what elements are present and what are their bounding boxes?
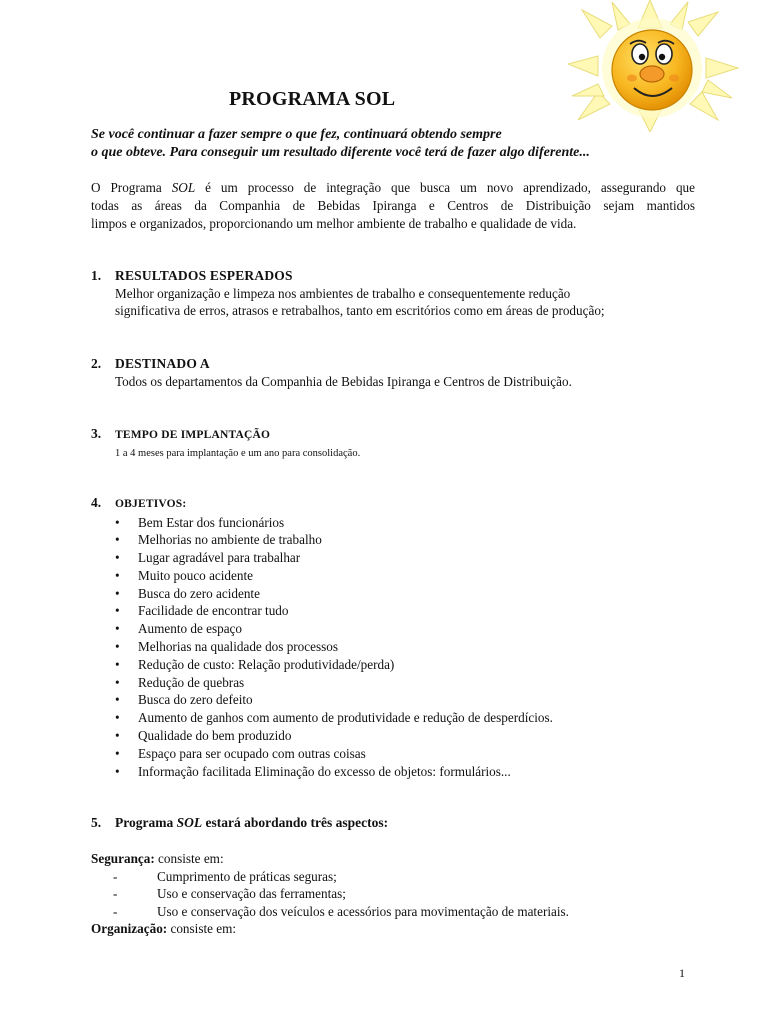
list-item: • Qualidade do bem produzido <box>115 728 292 744</box>
dash-icon: - <box>113 886 118 901</box>
section-heading: DESTINADO A <box>115 356 210 371</box>
list-item: - Uso e conservação dos veículos e acessórios para movimentação de materiais. <box>91 903 569 921</box>
list-item: • Muito pouco acidente <box>115 567 253 583</box>
bullet-icon: • <box>115 763 120 779</box>
section-destinado-a <box>91 355 572 390</box>
list-item: • Melhorias na qualidade dos processos <box>115 639 338 655</box>
seguranca-line: Segurança: consiste em: <box>91 851 224 866</box>
section-resultados-esperados <box>91 267 605 320</box>
section-line: 1 a 4 meses para implantação e um ano para consolidação. <box>115 447 361 459</box>
bullet-icon: • <box>115 603 120 619</box>
list-item: • Informação facilitada Eliminação do excesso de objetos: formulários... <box>115 763 511 779</box>
section-number: 4. <box>91 495 102 510</box>
bullet-icon: • <box>115 639 120 655</box>
sol-term: SOL <box>171 180 196 195</box>
bullet-icon: • <box>115 532 120 548</box>
list-item: • Espaço para ser ocupado com outras coisas <box>115 745 366 761</box>
list-item: • Facilidade de encontrar tudo <box>115 603 289 619</box>
bullet-icon: • <box>115 728 120 744</box>
bullet-icon: • <box>115 692 120 708</box>
sol-term: SOL <box>176 815 203 830</box>
bullet-icon: • <box>115 674 120 690</box>
dash-icon: - <box>113 903 118 919</box>
bullet-icon: • <box>115 585 120 601</box>
bullet-icon: • <box>115 550 120 566</box>
section-heading: OBJETIVOS: <box>115 498 187 510</box>
section-number: 1. <box>91 268 102 283</box>
intro-line-2: todas as áreas da Companhia de Bebidas Ipiranga e Centros de Distribuição sejam mantidos <box>91 198 695 213</box>
intro-paragraph <box>91 179 695 233</box>
list-item: • Busca do zero acidente <box>115 585 260 601</box>
list-item: • Aumento de espaço <box>115 621 242 637</box>
page-number: 1 <box>679 966 685 980</box>
list-item: - Cumprimento de práticas seguras; <box>91 868 569 886</box>
intro-line-1: O Programa SOL é um processo de integração que busca um novo aprendizado, assegurando que <box>91 180 696 195</box>
bullet-icon: • <box>115 710 120 726</box>
page-title: PROGRAMA SOL <box>229 88 396 110</box>
section-heading: TEMPO DE IMPLANTAÇÃO <box>115 429 271 441</box>
sun-smiley-icon <box>568 0 740 132</box>
section-line: Melhor organização e limpeza nos ambientes de trabalho e consequentemente redução <box>115 285 571 301</box>
list-item: • Redução de custo: Relação produtividade/perda) <box>115 656 395 672</box>
organizacao-line: Organização: consiste em: <box>91 921 237 936</box>
section-objetivos <box>91 494 553 780</box>
intro-line-3: limpos e organizados, proporcionando um melhor ambiente de trabalho e qualidade de vida. <box>91 216 577 231</box>
list-item: • Lugar agradável para trabalhar <box>115 550 301 566</box>
aspects-block <box>91 850 569 938</box>
section-number: 2. <box>91 356 102 371</box>
organizacao-label: Organização: <box>91 921 168 936</box>
list-item: • Busca do zero defeito <box>115 692 253 708</box>
list-item: - Uso e conservação das ferramentas; <box>91 885 569 903</box>
list-item: • Melhorias no ambiente de trabalho <box>115 532 322 548</box>
list-item: • Aumento de ganhos com aumento de produtividade e redução de desperdícios. <box>115 710 553 726</box>
section-heading: RESULTADOS ESPERADOS <box>115 268 293 283</box>
objectives-list <box>91 514 553 781</box>
epigraph-quote <box>91 126 691 162</box>
bullet-icon: • <box>115 567 120 583</box>
seguranca-label: Segurança: <box>91 851 155 866</box>
section-programa-sol-aspectos: 5. Programa SOL estará abordando três aspectos: <box>91 815 389 830</box>
bullet-icon: • <box>115 621 120 637</box>
list-item: • Redução de quebras <box>115 674 245 690</box>
section-line: significativa de erros, atrasos e retrabalhos, tanto em escritórios como em áreas de produção; <box>115 303 605 318</box>
quote-line-1: Se você continuar a fazer sempre o que fez, continuará obtendo sempre <box>91 127 502 142</box>
bullet-icon: • <box>115 745 120 761</box>
section-tempo-de-implantacao <box>91 425 360 462</box>
section-number: 5. <box>91 815 102 830</box>
section-line: Todos os departamentos da Companhia de Bebidas Ipiranga e Centros de Distribuição. <box>115 373 572 389</box>
dash-icon: - <box>113 868 118 884</box>
bullet-icon: • <box>115 514 120 530</box>
section-number: 3. <box>91 426 102 441</box>
list-item: • Bem Estar dos funcionários <box>115 514 285 530</box>
bullet-icon: • <box>115 656 120 672</box>
quote-line-2: o que obteve. Para conseguir um resultado diferente você terá de fazer algo diferente... <box>91 145 590 160</box>
